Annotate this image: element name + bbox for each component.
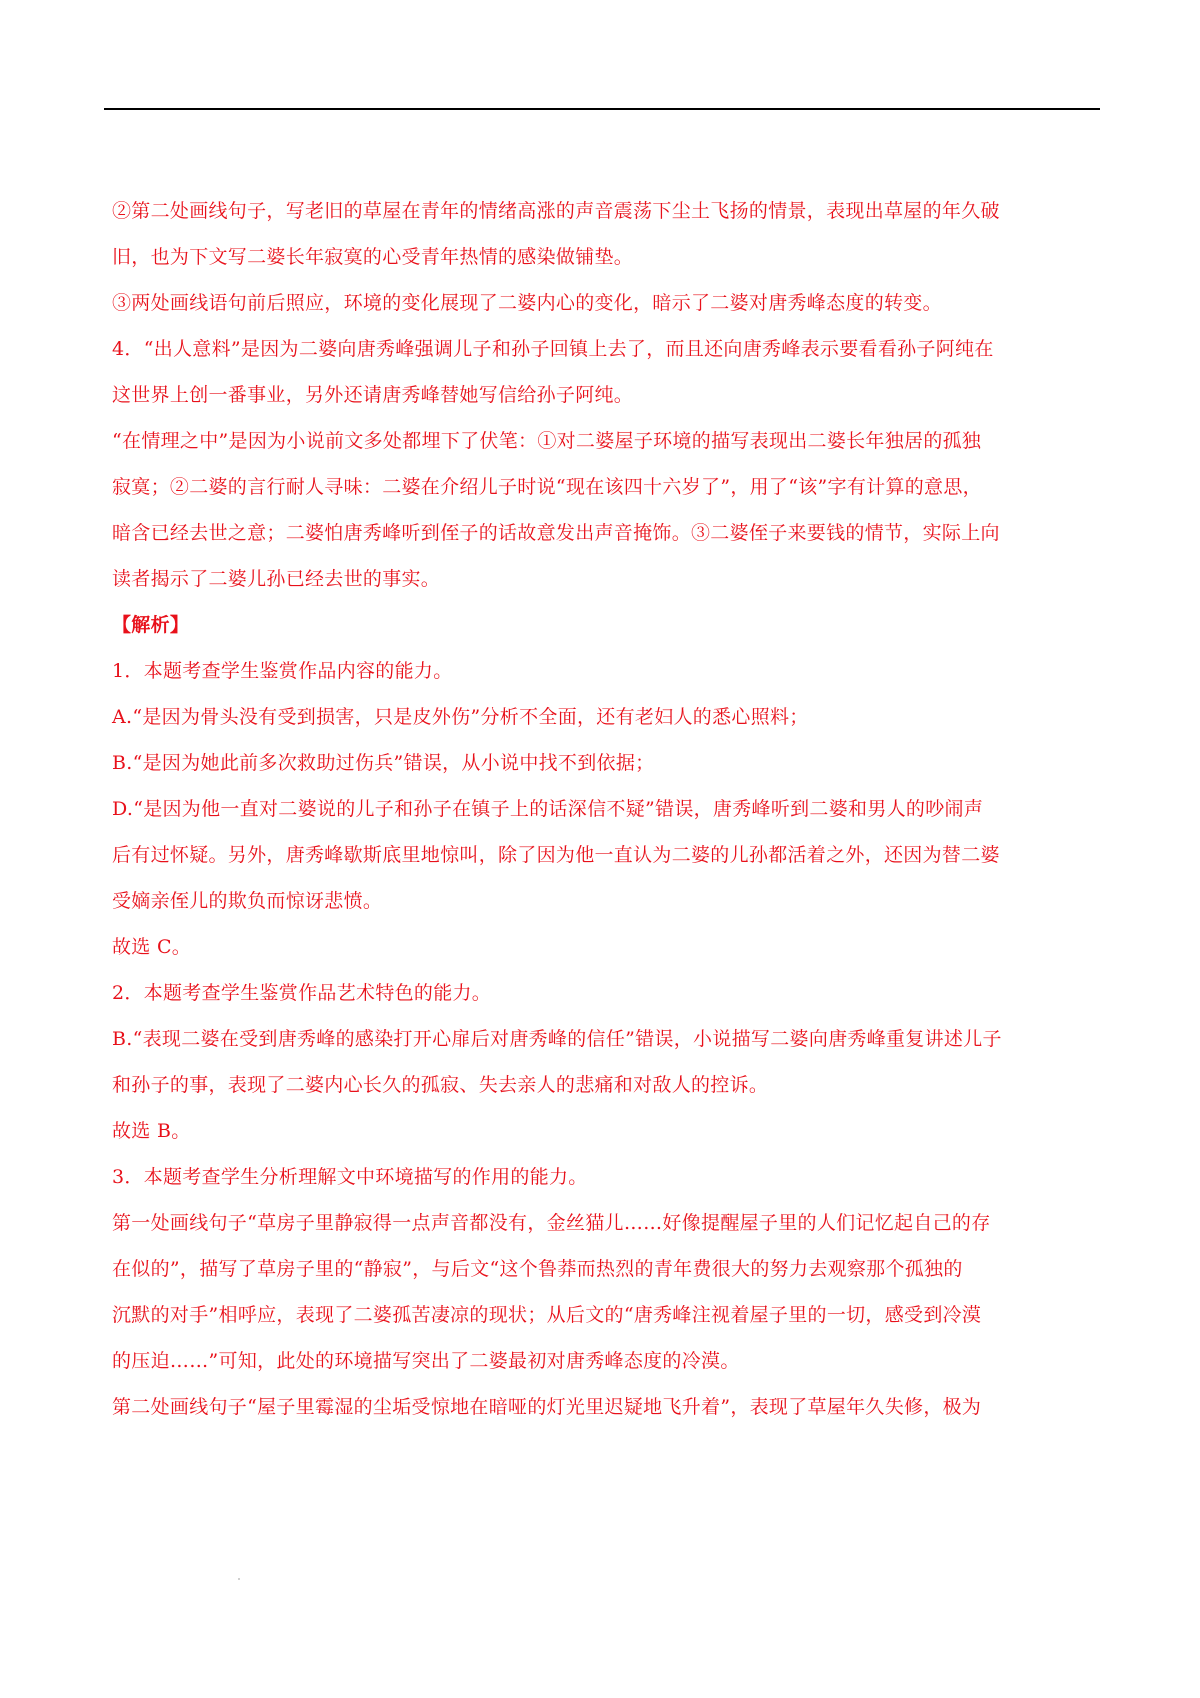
text-line: 后有过怀疑。另外，唐秀峰歇斯底里地惊叫，除了因为他一直认为二婆的儿孙都活着之外，还因为替二婆: [112, 844, 1000, 866]
text-line: ②第二处画线句子，写老旧的草屋在青年的情绪高涨的声音震荡下尘土飞扬的情景，表现出草屋的年久破: [112, 200, 1000, 222]
text-line: 第二处画线句子“屋子里霉湿的尘垢受惊地在暗哑的灯光里迟疑地飞升着”，表现了草屋年久失修，极为: [112, 1396, 982, 1418]
text-line: 旧，也为下文写二婆长年寂寞的心受青年热情的感染做铺垫。: [112, 246, 634, 268]
footer-mark: [238, 1578, 240, 1580]
text-line: 1．本题考查学生鉴赏作品内容的能力。: [112, 660, 453, 682]
text-line: B.“是因为她此前多次救助过伤兵”错误，从小说中找不到依据；: [112, 752, 655, 774]
header-rule: [104, 108, 1100, 110]
text-line: 受嫡亲侄儿的欺负而惊讶悲愤。: [112, 890, 383, 912]
text-line: B.“表现二婆在受到唐秀峰的感染打开心扉后对唐秀峰的信任”错误，小说描写二婆向唐秀峰重复讲述儿子: [112, 1028, 1002, 1050]
text-line: D.“是因为他一直对二婆说的儿子和孙子在镇子上的话深信不疑”错误，唐秀峰听到二婆和男人的吵闹声: [112, 798, 984, 820]
text-line: “在情理之中”是因为小说前文多处都埋下了伏笔：①对二婆屋子环境的描写表现出二婆长年独居的孤独: [112, 430, 982, 452]
text-line: 读者揭示了二婆儿孙已经去世的事实。: [112, 568, 441, 590]
text-line: 寂寞；②二婆的言行耐人寻味：二婆在介绍儿子时说“现在该四十六岁了”，用了“该”字有计算的意思，: [112, 476, 982, 498]
text-line: 4．“出人意料”是因为二婆向唐秀峰强调儿子和孙子回镇上去了，而且还向唐秀峰表示要看看孙子阿纯在: [112, 338, 994, 360]
text-line: 暗含已经去世之意；二婆怕唐秀峰听到侄子的话故意发出声音掩饰。③二婆侄子来要钱的情节，实际上向: [112, 522, 1000, 544]
text-line: 第一处画线句子“草房子里静寂得一点声音都没有，金丝猫儿……好像提醒屋子里的人们记忆起自己的存: [112, 1212, 991, 1234]
text-line: 在似的”，描写了草房子里的“静寂”，与后文“这个鲁莽而热烈的青年费很大的努力去观察那个孤独的: [112, 1258, 963, 1280]
text-line: 和孙子的事，表现了二婆内心长久的孤寂、失去亲人的悲痛和对敌人的控诉。: [112, 1074, 769, 1096]
text-line: 故选 B。: [112, 1120, 191, 1142]
text-line: 3．本题考查学生分析理解文中环境描写的作用的能力。: [112, 1166, 588, 1188]
section-heading-analysis: 【解析】: [112, 614, 190, 636]
text-line: ③两处画线语句前后照应，环境的变化展现了二婆内心的变化，暗示了二婆对唐秀峰态度的转变。: [112, 292, 942, 314]
document-body: [112, 199, 1102, 1441]
text-line: 这世界上创一番事业，另外还请唐秀峰替她写信给孙子阿纯。: [112, 384, 634, 406]
text-line: 2．本题考查学生鉴赏作品艺术特色的能力。: [112, 982, 492, 1004]
text-line: A.“是因为骨头没有受到损害，只是皮外伤”分析不全面，还有老妇人的悉心照料；: [112, 706, 809, 728]
text-line: 的压迫……”可知，此处的环境描写突出了二婆最初对唐秀峰态度的冷漠。: [112, 1350, 740, 1372]
text-line: 故选 C。: [112, 936, 192, 958]
text-line: 沉默的对手”相呼应，表现了二婆孤苦凄凉的现状；从后文的“唐秀峰注视着屋子里的一切，感受到冷漠: [112, 1304, 982, 1326]
